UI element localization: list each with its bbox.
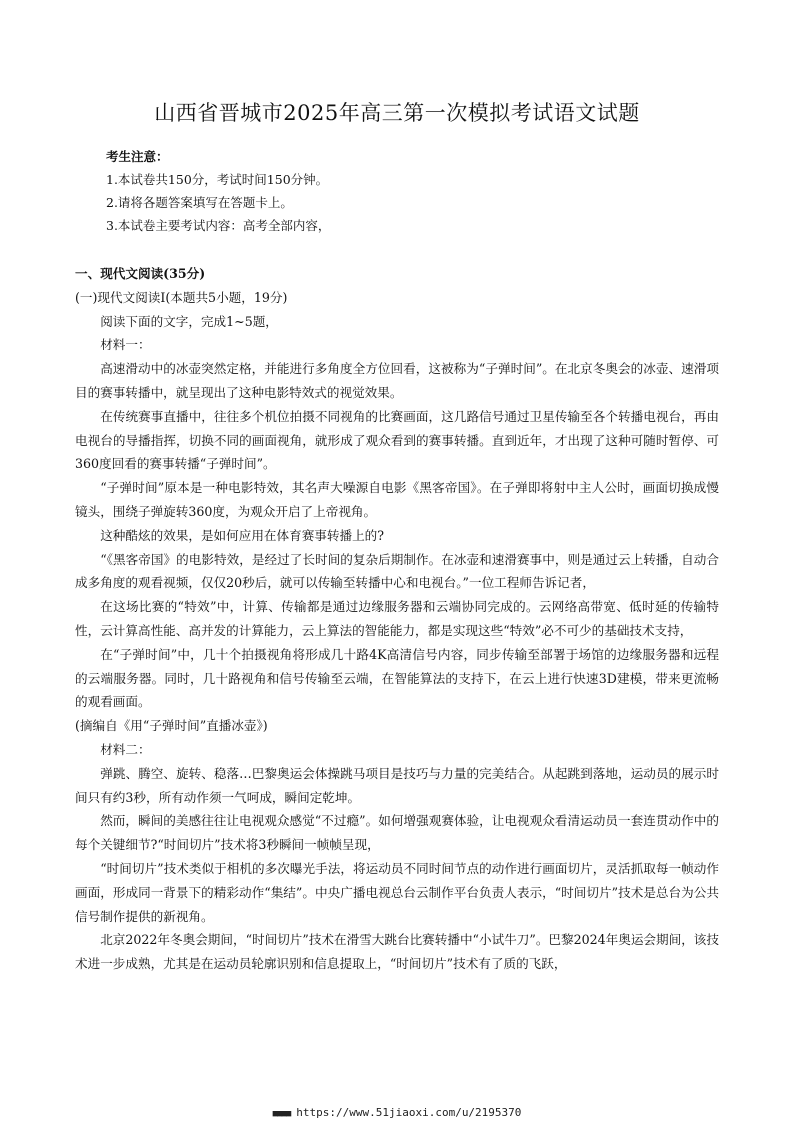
page-title: 山西省晋城市2025年高三第一次模拟考试语文试题 xyxy=(154,101,640,125)
paragraph: 高速滑动中的冰壶突然定格，并能进行多角度全方位回看，这被称为“子弹时间”。在北京冬奥会的冰壶、速滑项目的赛事转播中，就呈现出了这种电影特效式的视觉效果。 xyxy=(75,361,719,400)
subsection-heading: (一)现代文阅读Ⅰ(本题共5小题，19分) xyxy=(75,289,288,305)
section-heading: 一、现代文阅读(35分) xyxy=(75,266,206,281)
notice-item: 2.请将各题答案填写在答题卡上。 xyxy=(106,195,293,210)
paragraph: “子弹时间”原本是一种电影特效，其名声大噪源自电影《黑客帝国》。在子弹即将射中主人公时，画面切换成慢镜头，围绕子弹旋转360度，为观众开启了上帝视角。 xyxy=(75,480,719,519)
paragraph: 弹跳、腾空、旋转、稳落…巴黎奥运会体操跳马项目是技巧与力量的完美结合。从起跳到落地，运动员的展示时间只有约3秒，所有动作须一气呵成，瞬间定乾坤。 xyxy=(75,765,719,805)
material-label: 材料二： xyxy=(100,741,151,757)
notice-item: 3.本试卷主要考试内容：高考全部内容， xyxy=(106,218,331,233)
paragraph: 北京2022年冬奥会期间，“时间切片”技术在滑雪大跳台比赛转播中“小试牛刀”。巴黎2024年奥运会期间，该技术进一步成熟，尤其是在运动员轮廓识别和信息提取上，“时间切片”技术有了质的飞跃， xyxy=(75,932,719,972)
paragraph: “时间切片”技术类似于相机的多次曝光手法，将运动员不同时间节点的动作进行画面切片，灵活抓取每一帧动作画面，形成同一背景下的精彩动作“集结”。中央广播电视总台云制作平台负责人表示，“时间切片”技术是总台为公共信号制作提供的新视角。 xyxy=(75,860,719,924)
notice-item: 1.本试卷共150分，考试时间150分钟。 xyxy=(106,172,329,187)
footer-url[interactable]: https://www.51jiaoxi.com/u/2195370 xyxy=(296,1106,522,1119)
instruction: 阅读下面的文字，完成1~5题， xyxy=(100,313,278,329)
candidate-notice xyxy=(106,145,330,237)
material-label: 材料一： xyxy=(100,337,151,353)
paragraph: 这种酷炫的效果，是如何应用在体育赛事转播上的? xyxy=(100,527,385,543)
paragraph: “《黑客帝国》的电影特效，是经过了长时间的复杂后期制作。在冰壶和速滑赛事中，则是通过云上转播，自动合成多角度的观看视频，仅仅20秒后，就可以传输至转播中心和电视台。”一位工程师告诉记者， xyxy=(75,551,719,591)
paragraph: 在这场比赛的“特效”中，计算、传输都是通过边缘服务器和云端协同完成的。云网络高带宽、低时延的传输特性，云计算高性能、高并发的计算能力，云上算法的智能能力，都是实现这些“特效”必不可少的基础技术支持， xyxy=(75,599,719,638)
paragraph: 然而，瞬间的美感往往让电视观众感觉“不过瘾”。如何增强观赛体验，让电视观众看清运动员一套连贯动作中的每个关键细节?“时间切片”技术将3秒瞬间一帧帧呈现， xyxy=(75,813,719,853)
material-source: (摘编自《用“子弹时间”直播冰壶》) xyxy=(75,718,268,734)
reading-section xyxy=(75,262,719,976)
paragraph: 在“子弹时间”中，几十个拍摄视角将形成几十路4K高清信号内容，同步传输至部署于场馆的边缘服务器和远程的云端服务器。同时，几十路视角和信号传输至云端，在智能算法的支持下，在云上进行快速3D建模，带来更流畅的观看画面。 xyxy=(75,646,719,710)
paragraph: 在传统赛事直播中，往往多个机位拍摄不同视角的比赛画面，这几路信号通过卫星传输至各个转播电视台，再由电视台的导播指挥，切换不同的画面视角，就形成了观众看到的赛事转播。直到近年，才出现了这种可随时暂停、可360度回看的赛事转播“子弹时间”。 xyxy=(75,408,719,472)
footer-mark: ■■■■ xyxy=(272,1109,291,1119)
page-footer xyxy=(0,1106,794,1119)
notice-heading: 考生注意： xyxy=(106,149,169,164)
